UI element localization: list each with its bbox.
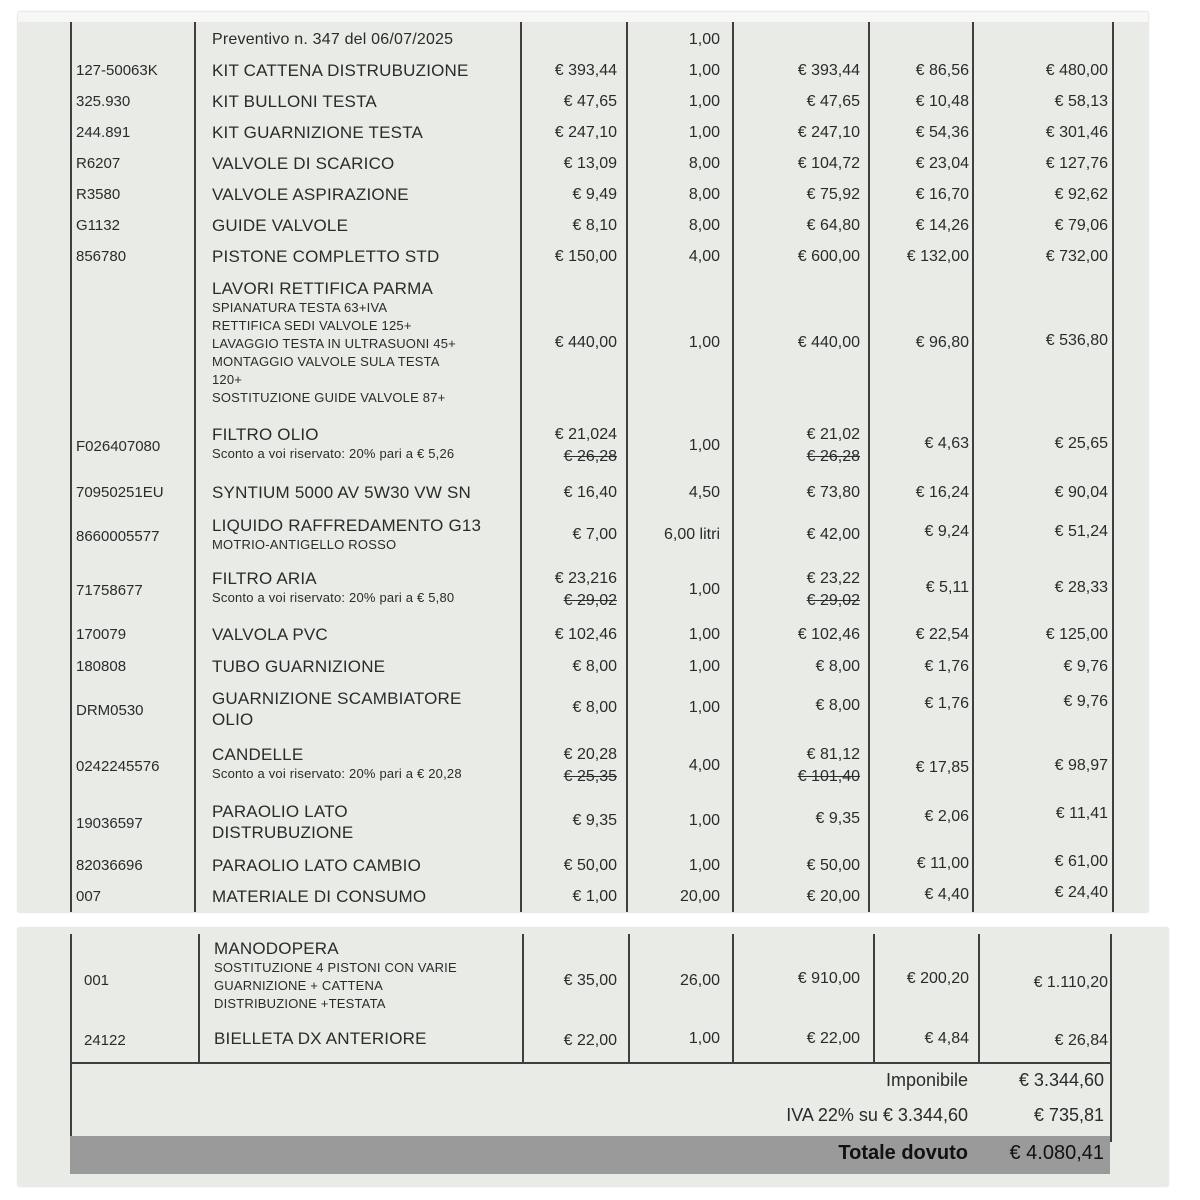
column-rule (70, 22, 72, 912)
discounted-taxable: € 81,12 (806, 746, 860, 763)
item-total: € 9,76 (1063, 693, 1108, 710)
item-taxable: € 64,80 (806, 217, 860, 234)
item-code: 127-50063K (76, 62, 158, 79)
discounted-taxable: € 21,02 (806, 426, 860, 443)
item-total: € 125,00 (1045, 626, 1108, 643)
taxable-label: Imponibile (885, 1070, 968, 1090)
item-quantity: 20,00 (679, 888, 720, 905)
item-unit-price: € 35,00 (563, 972, 617, 989)
discounted-taxable: € 23,22 (806, 570, 860, 587)
item-total: € 51,24 (1054, 523, 1108, 540)
item-code: 82036696 (76, 857, 143, 874)
item-description: KIT CATTENA DISTRUBUZIONE (212, 61, 469, 80)
item-total: € 536,80 (1045, 332, 1108, 349)
item-code: 0242245576 (76, 758, 160, 775)
column-rule (732, 22, 734, 912)
item-taxable: € 73,80 (806, 484, 860, 501)
vat-total: € 735,81 (1033, 1105, 1104, 1125)
item-vat: € 200,20 (906, 970, 969, 987)
item-subline: SOSTITUZIONE GUIDE VALVOLE 87+ (212, 390, 446, 405)
item-total: € 92,62 (1054, 186, 1108, 203)
item-unit-price: € 150,00 (554, 248, 617, 265)
item-vat: € 1,76 (924, 658, 969, 675)
item-vat: € 14,26 (915, 217, 969, 234)
item-subline: SOSTITUZIONE 4 PISTONI CON VARIE (214, 960, 457, 975)
item-quantity: 1,00 (688, 699, 720, 716)
item-vat: € 17,85 (915, 759, 969, 776)
item-total: € 301,46 (1045, 124, 1108, 141)
column-rule (70, 934, 72, 1142)
original-price: € 29,02 (563, 592, 617, 609)
column-rule (520, 22, 522, 912)
item-quantity: 1,00 (688, 658, 720, 675)
item-code: 180808 (76, 658, 127, 675)
item-vat: € 4,40 (924, 886, 969, 903)
header-qty: 1,00 (688, 31, 720, 48)
item-description: GUIDE VALVOLE (212, 216, 349, 235)
item-total: € 58,13 (1054, 93, 1108, 110)
item-total: € 28,33 (1054, 579, 1108, 596)
item-unit-price: € 102,46 (554, 626, 617, 643)
item-title-continued: OLIO (212, 710, 254, 729)
item-unit-price: € 1,00 (572, 888, 617, 905)
item-description: MATERIALE DI CONSUMO (212, 887, 427, 906)
item-taxable: € 393,44 (797, 62, 860, 79)
item-subline: MONTAGGIO VALVOLE SULA TESTA (212, 354, 440, 369)
item-unit-price: € 16,40 (563, 484, 617, 501)
quote-sheet-top (18, 12, 1148, 912)
item-total: € 98,97 (1054, 757, 1108, 774)
item-code: 001 (84, 972, 110, 989)
discounted-price: € 21,024 (554, 426, 617, 443)
grand-total-label: Totale dovuto (838, 1142, 968, 1164)
item-description (212, 688, 462, 730)
item-code: 70950251EU (76, 484, 164, 501)
item-quantity: 1,00 (688, 124, 720, 141)
original-price: € 26,28 (563, 448, 617, 465)
item-unit-price: € 7,00 (572, 526, 617, 543)
item-taxable: € 910,00 (797, 970, 860, 987)
item-code: 71758677 (76, 582, 143, 599)
item-subline: DISTRIBUZIONE +TESTATA (214, 996, 386, 1011)
item-total: € 26,84 (1054, 1032, 1108, 1049)
item-unit-price: € 8,00 (572, 699, 617, 716)
item-total: € 11,41 (1055, 805, 1108, 822)
item-code: 170079 (76, 626, 127, 643)
item-code: 007 (76, 888, 102, 905)
vat-label: IVA 22% su € 3.344,60 (786, 1105, 968, 1125)
item-vat: € 4,63 (924, 435, 969, 452)
item-description: VALVOLA PVC (212, 625, 328, 644)
item-quantity: 8,00 (688, 155, 720, 172)
item-quantity: 1,00 (688, 857, 720, 874)
item-description: VALVOLE DI SCARICO (212, 154, 395, 173)
item-vat: € 9,24 (924, 523, 969, 540)
item-unit-price: € 9,35 (572, 812, 617, 829)
item-code: G1132 (76, 217, 120, 234)
item-title: CANDELLE (212, 745, 304, 764)
item-vat: € 54,36 (915, 124, 969, 141)
item-taxable (738, 424, 860, 468)
item-quantity: 4,50 (688, 484, 720, 501)
item-unit-price: € 440,00 (554, 334, 617, 351)
item-code: F026407080 (76, 438, 161, 455)
item-subline: MOTRIO-ANTIGELLO ROSSO (212, 537, 397, 552)
item-quantity: 1,00 (688, 437, 720, 454)
item-unit-price (523, 568, 617, 612)
item-subline: 120+ (212, 372, 243, 387)
item-vat: € 22,54 (915, 626, 969, 643)
item-title: LAVORI RETTIFICA PARMA (212, 279, 434, 298)
item-unit-price: € 393,44 (554, 62, 617, 79)
item-total: € 90,04 (1054, 484, 1108, 501)
item-description (212, 568, 454, 607)
discounted-price: € 23,216 (554, 570, 617, 587)
item-quantity: 1,00 (688, 812, 720, 829)
column-rule (868, 22, 870, 912)
quote-sheet-bottom (18, 928, 1168, 1186)
item-unit-price: € 247,10 (554, 124, 617, 141)
quote-title: Preventivo n. 347 del 06/07/2025 (212, 31, 454, 48)
item-code: R6207 (76, 155, 121, 172)
item-title: PARAOLIO LATO (212, 802, 348, 821)
item-description: KIT BULLONI TESTA (212, 92, 377, 111)
item-vat: € 1,76 (924, 695, 969, 712)
item-unit-price: € 9,49 (572, 186, 617, 203)
item-description: TUBO GUARNIZIONE (212, 657, 386, 676)
item-taxable (738, 744, 860, 788)
item-total: € 732,00 (1045, 248, 1108, 265)
item-description: PARAOLIO LATO CAMBIO (212, 856, 421, 875)
taxable-total: € 3.344,60 (1018, 1070, 1104, 1090)
item-title: FILTRO OLIO (212, 425, 319, 444)
discount-note: Sconto a voi riservato: 20% pari a € 5,26 (212, 446, 455, 461)
item-description (212, 515, 481, 554)
item-taxable: € 247,10 (797, 124, 860, 141)
item-vat: € 10,48 (915, 93, 969, 110)
item-unit-price: € 13,09 (563, 155, 617, 172)
item-quantity: 1,00 (688, 1030, 720, 1047)
item-vat: € 4,84 (924, 1030, 969, 1047)
item-total: € 127,76 (1045, 155, 1108, 172)
item-taxable: € 8,00 (815, 697, 860, 714)
item-unit-price: € 50,00 (563, 857, 617, 874)
item-description: PISTONE COMPLETTO STD (212, 247, 440, 266)
item-vat: € 96,80 (915, 334, 969, 351)
item-quantity: 1,00 (688, 581, 720, 598)
item-taxable (738, 568, 860, 612)
item-subline: SPIANATURA TESTA 63+IVA (212, 300, 388, 315)
item-code: 325.930 (76, 93, 131, 110)
item-description (212, 424, 454, 463)
item-vat: € 23,04 (915, 155, 969, 172)
item-title: LIQUIDO RAFFREDAMENTO G13 (212, 516, 482, 535)
item-unit-price (523, 744, 617, 788)
item-description (214, 938, 457, 1013)
item-subline: GUARNIZIONE + CATTENA (214, 978, 384, 993)
item-description: VALVOLE ASPIRAZIONE (212, 185, 409, 204)
item-total: € 480,00 (1045, 62, 1108, 79)
item-title: GUARNIZIONE SCAMBIATORE (212, 689, 462, 708)
item-quantity: 6,00 litri (663, 526, 720, 543)
item-quantity: 1,00 (688, 93, 720, 110)
item-code: R3580 (76, 186, 121, 203)
item-quantity: 1,00 (688, 334, 720, 351)
item-taxable: € 102,46 (797, 626, 860, 643)
item-description (212, 744, 462, 783)
item-vat: € 16,24 (915, 484, 969, 501)
item-unit-price: € 47,65 (563, 93, 617, 110)
item-taxable: € 22,00 (806, 1030, 860, 1047)
item-total: € 9,76 (1063, 658, 1108, 675)
item-taxable: € 8,00 (815, 658, 860, 675)
item-taxable: € 42,00 (806, 526, 860, 543)
item-subline: RETTIFICA SEDI VALVOLE 125+ (212, 318, 412, 333)
item-quantity: 8,00 (688, 217, 720, 234)
item-unit-price (523, 424, 617, 468)
item-title-continued: DISTRUBUZIONE (212, 823, 354, 842)
grand-total-value: € 4.080,41 (1009, 1142, 1104, 1164)
original-price: € 25,35 (563, 768, 617, 785)
item-taxable: € 47,65 (806, 93, 860, 110)
item-code: DRM0530 (76, 702, 144, 719)
item-vat: € 5,11 (925, 579, 969, 596)
item-title: MANODOPERA (214, 939, 339, 958)
discount-note: Sconto a voi riservato: 20% pari a € 20,28 (212, 766, 462, 781)
column-rule (194, 22, 196, 912)
item-taxable: € 75,92 (806, 186, 860, 203)
item-description: SYNTIUM 5000 AV 5W30 VW SN (212, 483, 472, 502)
item-quantity: 1,00 (688, 626, 720, 643)
item-description (212, 278, 456, 407)
item-description: BIELLETA DX ANTERIORE (214, 1029, 427, 1048)
item-quantity: 26,00 (679, 972, 720, 989)
item-total: € 24,40 (1054, 884, 1108, 901)
item-total: € 79,06 (1054, 217, 1108, 234)
item-unit-price: € 8,10 (572, 217, 617, 234)
item-quantity: 4,00 (688, 248, 720, 265)
discount-note: Sconto a voi riservato: 20% pari a € 5,80 (212, 590, 455, 605)
item-vat: € 2,06 (924, 808, 969, 825)
original-taxable: € 101,40 (797, 768, 860, 785)
item-total: € 61,00 (1054, 853, 1108, 870)
sheet-edge (18, 12, 1148, 22)
item-taxable: € 600,00 (797, 248, 860, 265)
item-taxable: € 440,00 (797, 334, 860, 351)
item-total: € 25,65 (1054, 435, 1108, 452)
item-total: € 1.110,20 (1033, 974, 1108, 991)
item-quantity: 8,00 (688, 186, 720, 203)
quote-header-row (18, 29, 1148, 53)
item-code: 8660005577 (76, 528, 160, 545)
item-description (212, 801, 353, 843)
item-title: FILTRO ARIA (212, 569, 317, 588)
item-unit-price: € 8,00 (572, 658, 617, 675)
item-code: 24122 (84, 1032, 126, 1049)
item-code: 244.891 (76, 124, 131, 141)
item-code: 856780 (76, 248, 127, 265)
original-taxable: € 29,02 (806, 592, 860, 609)
item-taxable: € 104,72 (797, 155, 860, 172)
item-vat: € 132,00 (906, 248, 969, 265)
item-vat: € 16,70 (915, 186, 969, 203)
column-rule (1112, 22, 1114, 912)
item-code: 19036597 (76, 815, 143, 832)
item-description: KIT GUARNIZIONE TESTA (212, 123, 424, 142)
discounted-price: € 20,28 (563, 746, 617, 763)
item-taxable: € 20,00 (806, 888, 860, 905)
item-unit-price: € 22,00 (563, 1032, 617, 1049)
column-rule (972, 22, 974, 912)
original-taxable: € 26,28 (806, 448, 860, 465)
item-quantity: 4,00 (688, 757, 720, 774)
table-bottom-rule (70, 1062, 1112, 1064)
column-rule (732, 934, 734, 1064)
item-subline: LAVAGGIO TESTA IN ULTRASUONI 45+ (212, 336, 456, 351)
item-taxable: € 50,00 (806, 857, 860, 874)
item-vat: € 11,00 (916, 855, 969, 872)
column-rule (1110, 934, 1112, 1142)
column-rule (198, 934, 200, 1064)
item-quantity: 1,00 (688, 62, 720, 79)
item-vat: € 86,56 (915, 62, 969, 79)
item-taxable: € 9,35 (815, 810, 860, 827)
